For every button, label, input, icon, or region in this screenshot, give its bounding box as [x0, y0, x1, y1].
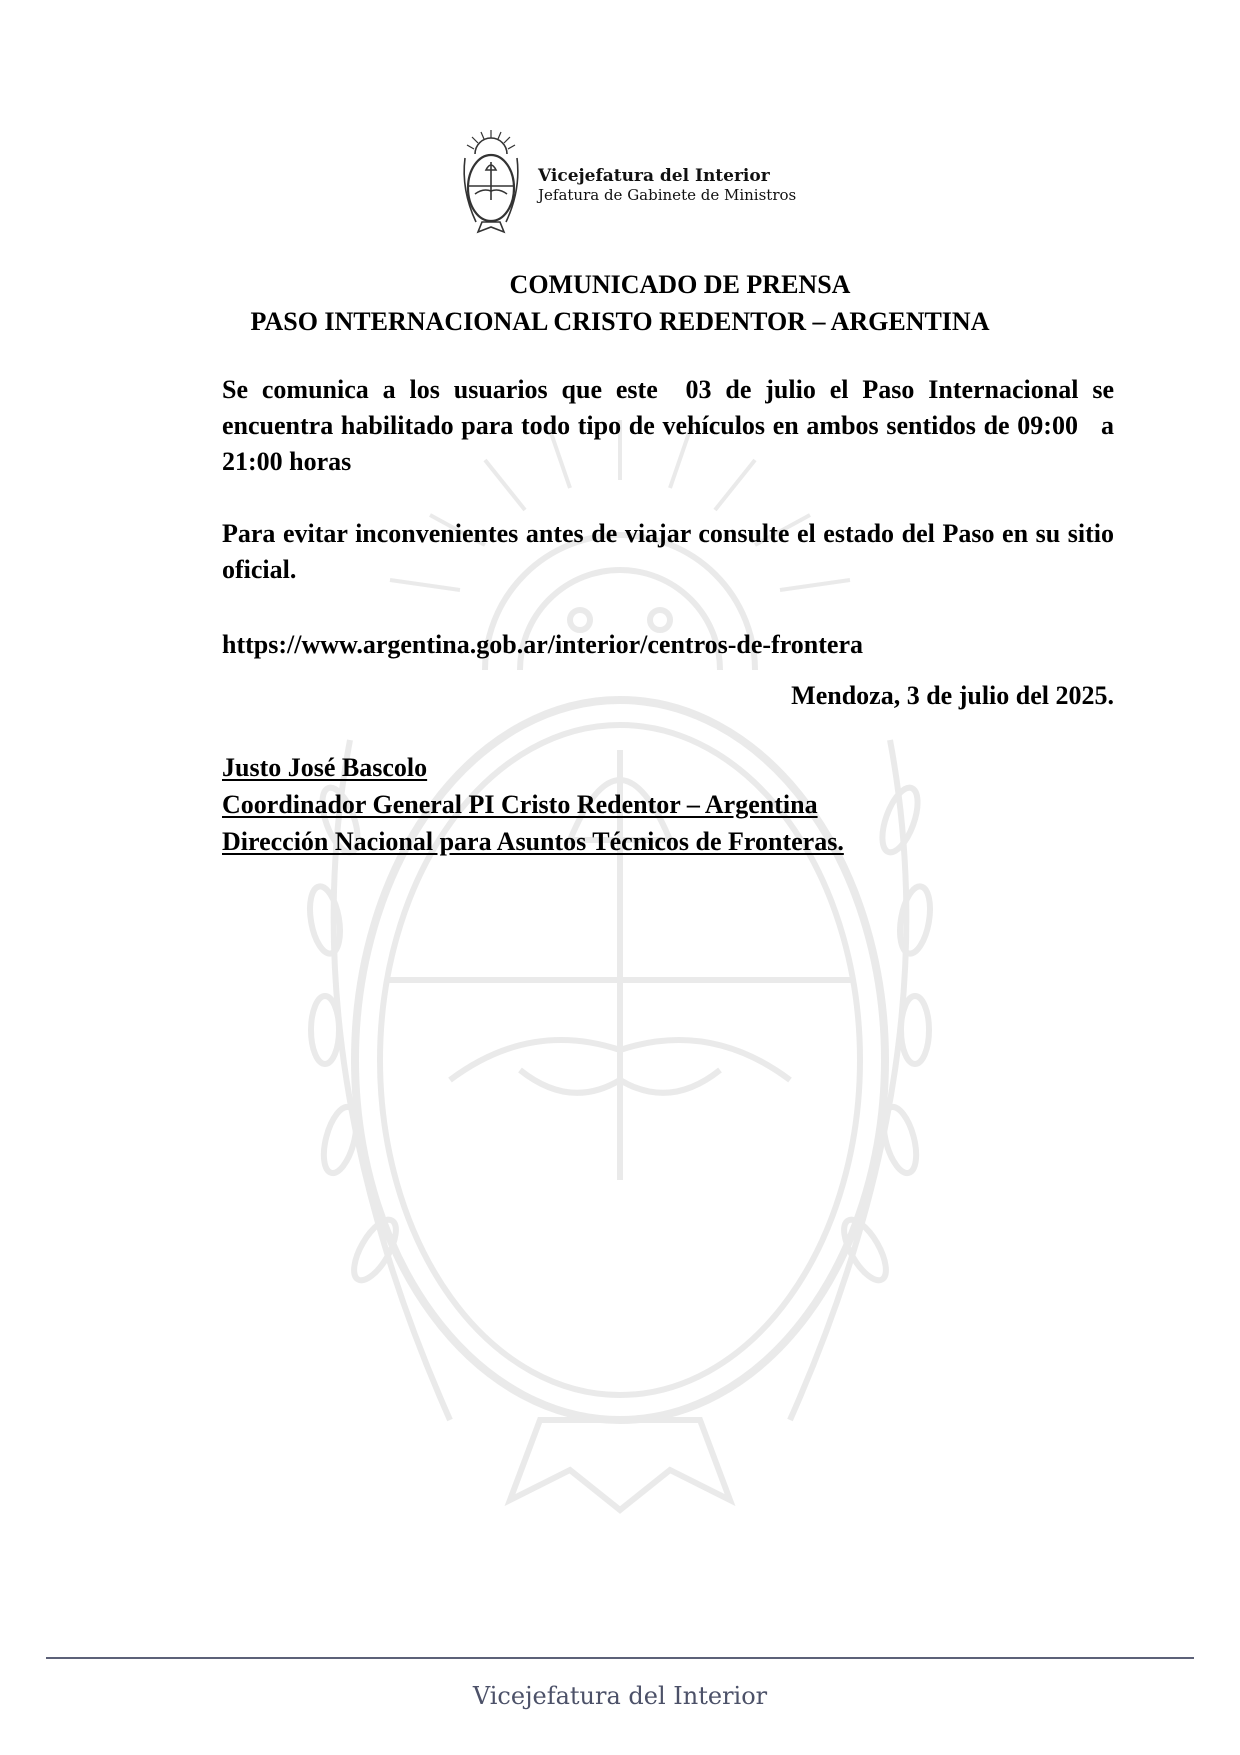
org-name: Vicejefatura del Interior	[538, 166, 770, 186]
paragraph-advice: Para evitar inconvenientes antes de viajar consulte el estado del Paso en su sitio oficial.	[222, 519, 1114, 584]
signatory-name: Justo José Bascolo	[222, 753, 428, 782]
signatory-role: Coordinador General PI Cristo Redentor – Argentina	[222, 790, 818, 819]
letterhead	[460, 128, 840, 238]
official-site-link[interactable]: https://www.argentina.gob.ar/interior/centros-de-frontera	[222, 630, 863, 659]
footer-divider	[46, 1657, 1194, 1659]
org-subtitle: Jefatura de Gabinete de Ministros	[538, 186, 797, 204]
title-line-1: COMUNICADO DE PRENSA	[509, 270, 851, 299]
paragraph-announcement: Se comunica a los usuarios que este 03 de julio el Paso Internacional se encuentra habilitado para todo tipo de vehículos en ambos sentidos de 09:00 a 21:00 horas	[222, 375, 1121, 476]
signature-block	[222, 749, 844, 860]
place-date: Mendoza, 3 de julio del 2025.	[791, 681, 1114, 710]
signatory-department: Dirección Nacional para Asuntos Técnicos de Fronteras.	[222, 827, 844, 856]
footer-org-name: Vicejefatura del Interior	[472, 1682, 768, 1710]
document-title	[0, 266, 1240, 340]
title-line-2: PASO INTERNACIONAL CRISTO REDENTOR – ARGENTINA	[250, 307, 990, 336]
coat-of-arms-icon	[460, 128, 522, 236]
